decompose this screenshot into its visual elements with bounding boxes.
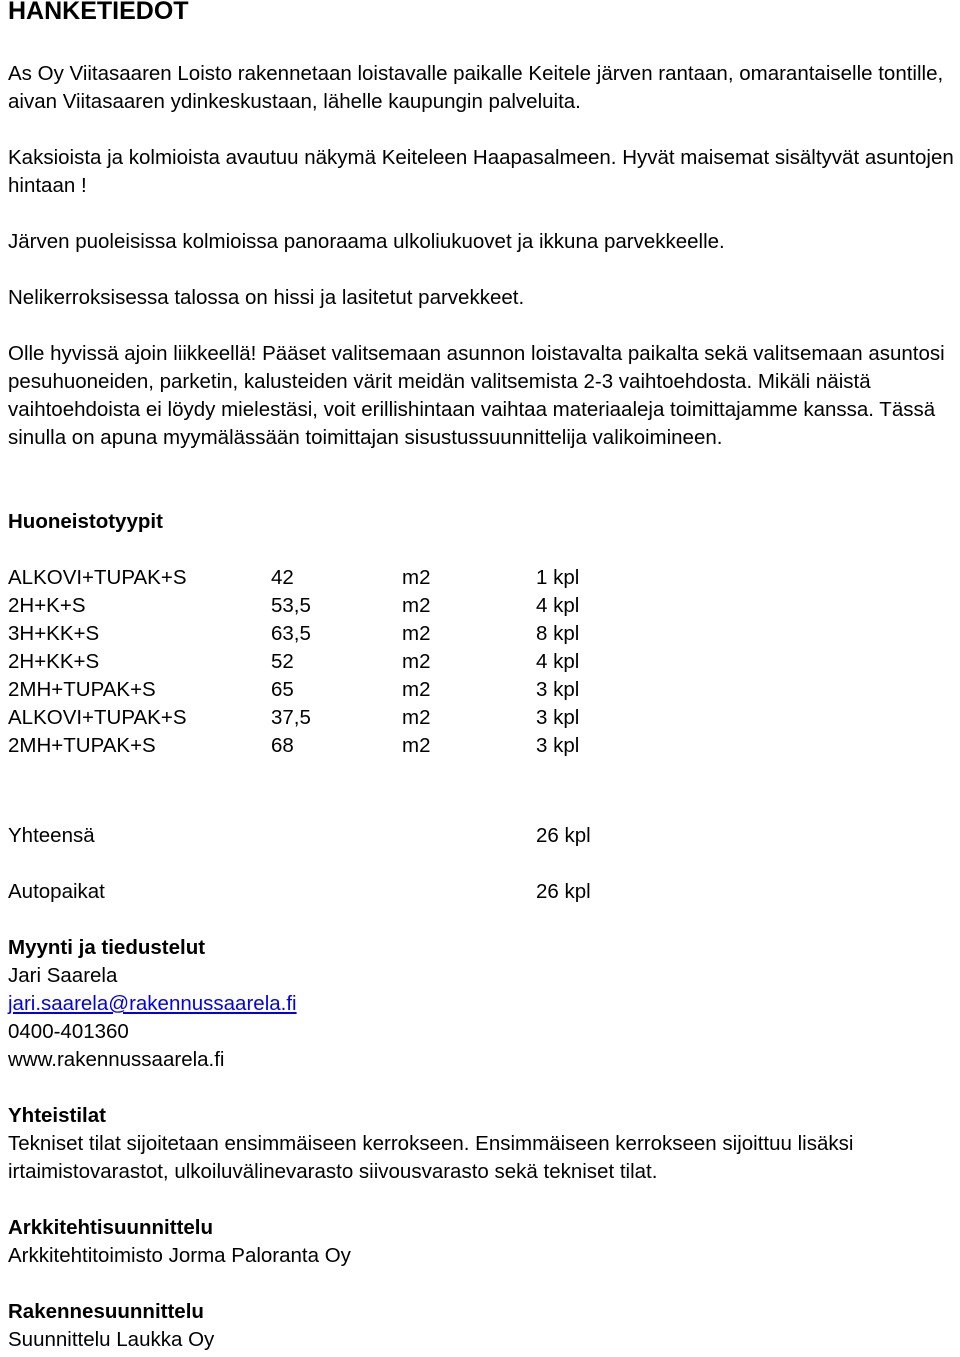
architecture-text: Arkkitehtitoimisto Jorma Paloranta Oy — [8, 1244, 351, 1267]
apartment-types-heading: Huoneistotyypit — [8, 510, 163, 533]
apartment-type: 2MH+TUPAK+S — [8, 678, 156, 701]
total-row — [8, 822, 708, 850]
apartment-size: 65 — [271, 678, 294, 701]
intro-paragraph-choices: Olle hyvissä ajoin liikkeellä! Pääset valitsemaan asunnon loistavalta paikalta sekä valitsemaan asuntosi pesuhuoneiden, parketin, kalusteiden värit meidän valitsemista 2-3 vaihtoehdosta. Mikäli näistä vaihtoehdoista ei löydy mielestäsi, voit erillishintaan vaihtaa materiaaleja toimittajamme kanssa. Tässä sinulla on apuna myymälässään toimittajan sisustussuunnittelija valikoimineen. — [8, 342, 945, 449]
apartment-size: 42 — [271, 566, 294, 589]
total-label: Yhteensä — [8, 824, 95, 847]
apartment-type: 3H+KK+S — [8, 622, 100, 645]
apartment-count: 4 kpl — [536, 650, 580, 673]
apartment-type: ALKOVI+TUPAK+S — [8, 706, 187, 729]
apartment-unit: m2 — [402, 678, 431, 701]
architecture-heading: Arkkitehtisuunnittelu — [8, 1216, 214, 1239]
apartment-type: ALKOVI+TUPAK+S — [8, 566, 187, 589]
apartment-unit: m2 — [402, 594, 431, 617]
sales-heading: Myynti ja tiedustelut — [8, 936, 206, 959]
apartment-unit: m2 — [402, 734, 431, 757]
apartment-type: 2H+KK+S — [8, 650, 100, 673]
shared-spaces-text: Tekniset tilat sijoitetaan ensimmäiseen kerrokseen. Ensimmäiseen kerrokseen sijoittuu lisäksi irtaimistovarastot, ulkoiluvälinevarasto siivousvarasto sekä tekniset tilat. — [8, 1132, 854, 1183]
apartment-unit: m2 — [402, 650, 431, 673]
page-title: HANKETIEDOT — [8, 0, 189, 25]
apartment-count: 3 kpl — [536, 734, 580, 757]
apartment-count: 3 kpl — [536, 706, 580, 729]
apartment-count: 3 kpl — [536, 678, 580, 701]
parking-label: Autopaikat — [8, 880, 105, 903]
intro-paragraph-elevator: Nelikerroksisessa talossa on hissi ja lasitetut parvekkeet. — [8, 286, 525, 309]
parking-value: 26 kpl — [536, 880, 591, 903]
parking-row — [8, 878, 708, 906]
intro-paragraph-view: Kaksioista ja kolmioista avautuu näkymä Keiteleen Haapasalmeen. Hyvät maisemat sisältyvät asuntojen hintaan ! — [8, 146, 954, 197]
apartment-count: 1 kpl — [536, 566, 580, 589]
structural-text: Suunnittelu Laukka Oy — [8, 1328, 215, 1351]
apartment-count: 4 kpl — [536, 594, 580, 617]
total-value: 26 kpl — [536, 824, 591, 847]
sales-phone: 0400-401360 — [8, 1020, 129, 1043]
sales-email-line — [8, 990, 297, 1018]
apartment-size: 52 — [271, 650, 294, 673]
intro-paragraph-panorama: Järven puoleisissa kolmioissa panoraama ulkoliukuovet ja ikkuna parvekkeelle. — [8, 230, 725, 253]
apartment-type: 2H+K+S — [8, 594, 86, 617]
sales-website: www.rakennussaarela.fi — [8, 1048, 225, 1071]
apartment-count: 8 kpl — [536, 622, 580, 645]
apartment-unit: m2 — [402, 622, 431, 645]
sales-email-link[interactable]: jari.saarela@rakennussaarela.fi — [8, 992, 297, 1015]
apartment-size: 37,5 — [271, 706, 311, 729]
intro-paragraph-location: As Oy Viitasaaren Loisto rakennetaan loistavalle paikalle Keitele järven rantaan, omarantaiselle tontille, aivan Viitasaaren ydinkeskustaan, lähelle kaupungin palveluita. — [8, 62, 944, 113]
apartment-unit: m2 — [402, 706, 431, 729]
apartment-size: 53,5 — [271, 594, 311, 617]
apartment-type: 2MH+TUPAK+S — [8, 734, 156, 757]
shared-spaces-heading: Yhteistilat — [8, 1104, 106, 1127]
sales-contact-name: Jari Saarela — [8, 964, 118, 987]
apartment-size: 63,5 — [271, 622, 311, 645]
structural-heading: Rakennesuunnittelu — [8, 1300, 204, 1323]
apartment-unit: m2 — [402, 566, 431, 589]
apartment-size: 68 — [271, 734, 294, 757]
